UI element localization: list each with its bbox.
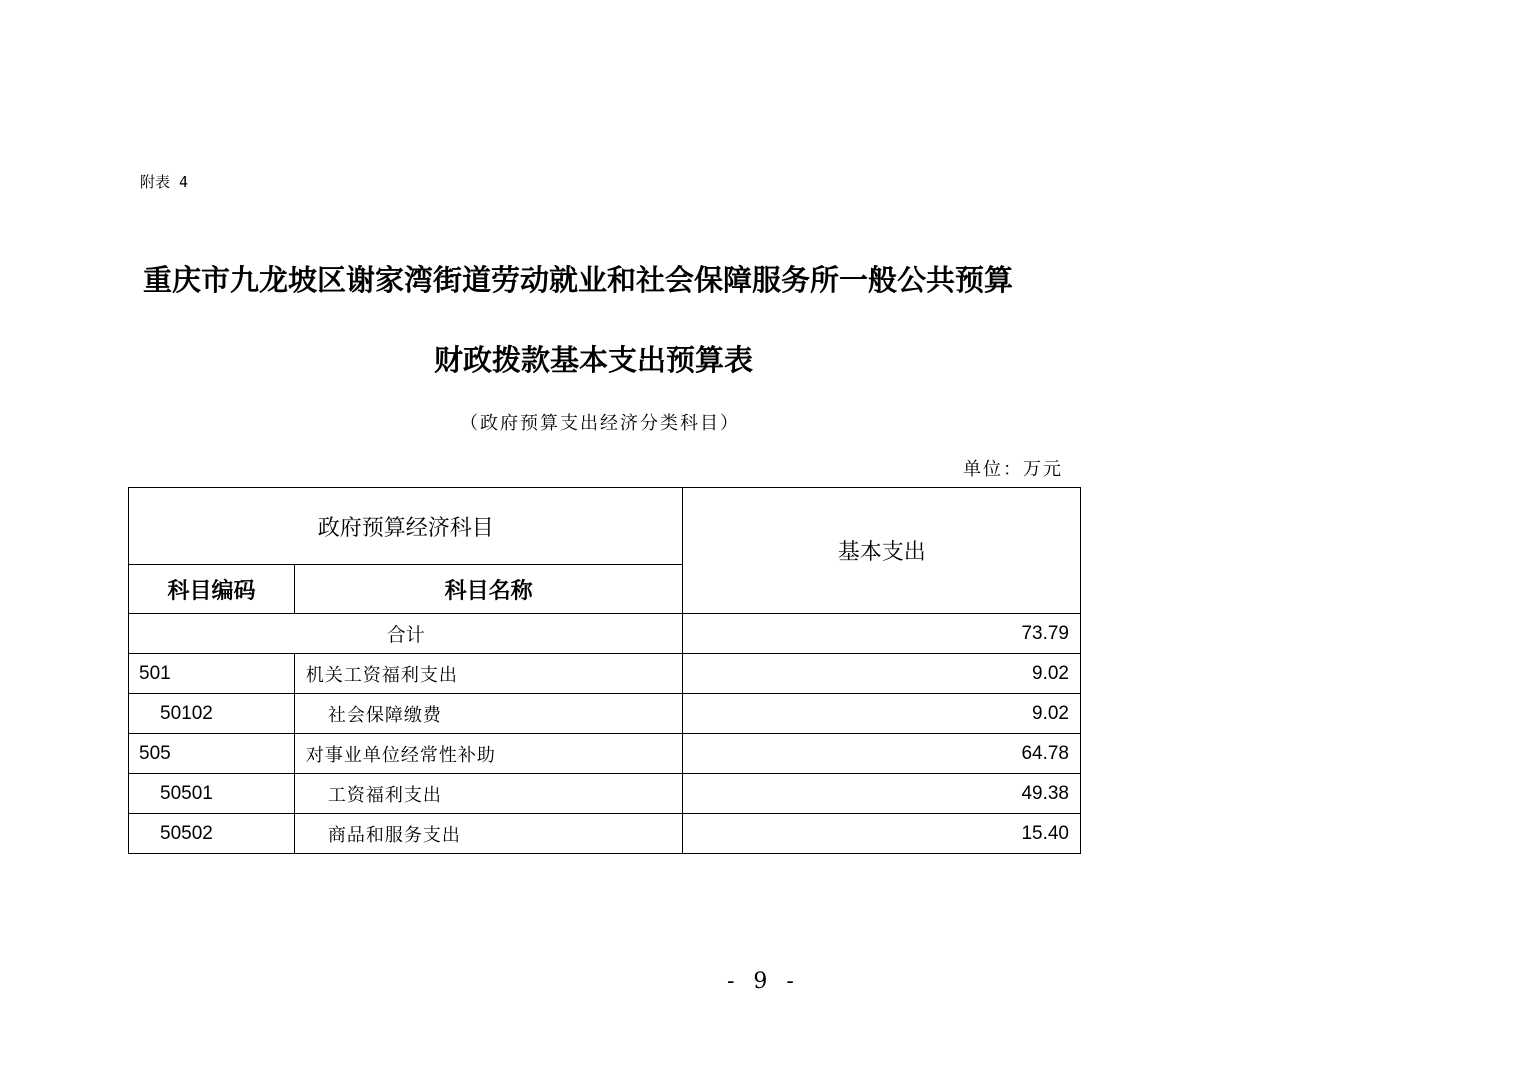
header-basic-expenditure: 基本支出 xyxy=(683,488,1081,614)
subject-name: 工资福利支出 xyxy=(294,774,683,814)
basic-expenditure-value: 9.02 xyxy=(683,654,1081,694)
unit-label: 单位：万元 xyxy=(963,459,1063,480)
subject-name: 对事业单位经常性补助 xyxy=(294,734,683,774)
page-title-line2: 财政拨款基本支出预算表 xyxy=(434,343,754,377)
total-value: 73.79 xyxy=(683,614,1081,654)
total-label: 合计 xyxy=(129,614,683,654)
subject-name: 商品和服务支出 xyxy=(294,814,683,854)
page-number: - 9 - xyxy=(727,969,800,994)
basic-expenditure-value: 9.02 xyxy=(683,694,1081,734)
table-row xyxy=(129,734,1081,774)
basic-expenditure-value: 49.38 xyxy=(683,774,1081,814)
basic-expenditure-value: 64.78 xyxy=(683,734,1081,774)
table-row-total xyxy=(129,614,1081,654)
subject-code: 50501 xyxy=(129,774,295,814)
subject-code: 501 xyxy=(129,654,295,694)
basic-expenditure-value: 15.40 xyxy=(683,814,1081,854)
table-row xyxy=(129,654,1081,694)
subject-code: 505 xyxy=(129,734,295,774)
subject-name: 机关工资福利支出 xyxy=(294,654,683,694)
subject-code: 50502 xyxy=(129,814,295,854)
page-title-line1: 重庆市九龙坡区谢家湾街道劳动就业和社会保障服务所一般公共预算 xyxy=(143,263,1014,297)
subject-code: 50102 xyxy=(129,694,295,734)
table-row xyxy=(129,814,1081,854)
table-row xyxy=(129,774,1081,814)
page-subtitle: （政府预算支出经济分类科目） xyxy=(460,413,740,434)
table-row xyxy=(129,694,1081,734)
budget-table xyxy=(128,487,1081,854)
header-subject-code: 科目编码 xyxy=(129,565,295,614)
attachment-label: 附表 4 xyxy=(140,173,189,191)
header-economic-subject: 政府预算经济科目 xyxy=(129,488,683,565)
subject-name: 社会保障缴费 xyxy=(294,694,683,734)
header-subject-name: 科目名称 xyxy=(294,565,683,614)
